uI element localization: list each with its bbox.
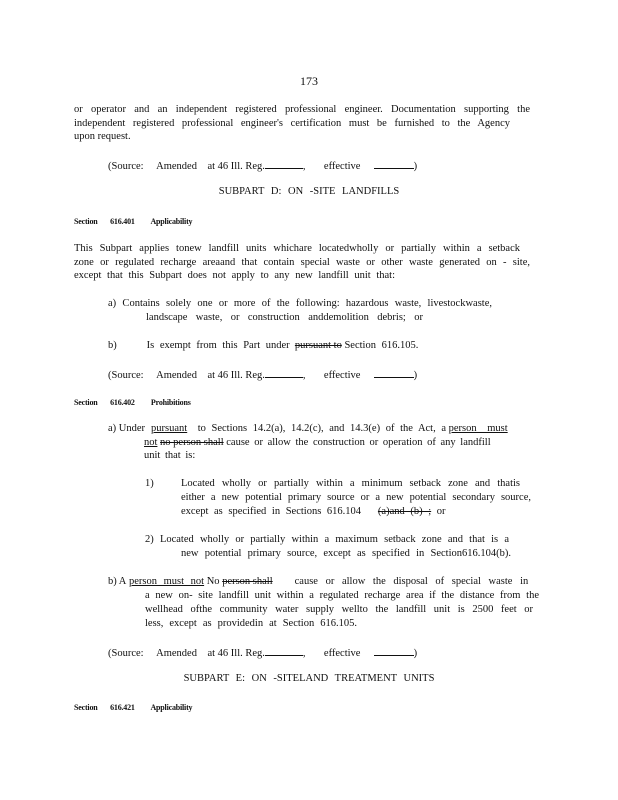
effective-blank xyxy=(374,645,414,656)
effective-label: effective xyxy=(323,161,361,172)
source-note-1 xyxy=(108,158,417,173)
effective-label: effective xyxy=(323,370,361,381)
a2-line-2: new potential primary source, except as specified in Section616.104(b). xyxy=(181,548,511,559)
section-title: Applicability xyxy=(150,703,193,712)
section-number: 616.421 xyxy=(110,703,135,712)
a402-prefix: a) Under xyxy=(108,423,146,434)
b402-rest: cause or allow the disposal of special waste in xyxy=(294,576,529,587)
a402-line-3: unit that is: xyxy=(144,450,196,461)
b402-line-2: a new on- site landfill unit within a regulated recharge area if the distance from the xyxy=(145,590,539,601)
amended-label: Amended xyxy=(156,648,197,659)
b402-line-4: less, except as providedin at Section 616.105. xyxy=(145,618,357,629)
p401-line-3: except that this Subpart does not apply to any new landfill unit that: xyxy=(74,270,395,281)
close-paren: ) xyxy=(413,648,418,659)
close-paren: ) xyxy=(413,161,418,172)
item-b-citation: Section 616.105. xyxy=(344,340,419,351)
page-number: 173 xyxy=(300,74,318,88)
register-blank xyxy=(265,367,303,378)
close-paren: ) xyxy=(413,370,418,381)
a1-citation: except as specified in Sections 616.104 xyxy=(181,506,362,517)
item-b-text: Is exempt from this Part under xyxy=(146,340,290,351)
struck-text: person shall xyxy=(222,576,273,587)
section-number: 616.401 xyxy=(110,217,135,226)
comma: , xyxy=(302,648,306,659)
section-421-heading xyxy=(74,701,192,714)
subpart-e-heading: SUBPART E: ON -SITELAND TREATMENT UNITS xyxy=(183,673,435,684)
intro-line-1: or operator and an independent registered professional engineer. Documentation supporting the xyxy=(74,104,530,115)
item-a-line-2: landscape waste, or construction anddemolition debris; or xyxy=(146,312,423,323)
a402-sections: to Sections 14.2(a), 14.2(c), and 14.3(e) of the Act, a xyxy=(197,423,447,434)
a1-label: 1) xyxy=(145,478,154,489)
comma: , xyxy=(302,161,306,172)
struck-text: (a)and (b) ; xyxy=(377,506,432,517)
source-label: (Source: xyxy=(108,370,144,381)
register-label: at 46 Ill. Reg. xyxy=(207,161,265,172)
a1-line-2: either a new potential primary source or a new potential secondary source, xyxy=(181,492,531,503)
underlined-text: person must xyxy=(448,423,508,434)
section-label: Section xyxy=(74,703,98,712)
register-label: at 46 Ill. Reg. xyxy=(207,370,265,381)
b402-prefix: b) A xyxy=(108,576,127,587)
source-note-3 xyxy=(108,645,417,660)
subpart-d-heading: SUBPART D: ON -SITE LANDFILLS xyxy=(218,186,400,197)
a1-or: or xyxy=(436,506,446,517)
amended-label: Amended xyxy=(156,370,197,381)
a402-rest: cause or allow the construction or operation of any landfill xyxy=(226,437,491,448)
comma: , xyxy=(302,370,306,381)
struck-text: pursuant to xyxy=(294,340,342,351)
source-label: (Source: xyxy=(108,161,144,172)
p401-line-2: zone or regulated recharge areaand that contain special waste or other waste generated on - site, xyxy=(74,257,530,268)
effective-blank xyxy=(374,367,414,378)
a1-line-3 xyxy=(181,505,446,518)
item-a-line-1: a) Contains solely one or more of the following: hazardous waste, livestockwaste, xyxy=(108,298,492,309)
section-title: Applicability xyxy=(150,217,193,226)
underlined-text: not xyxy=(144,437,158,448)
section-401-heading xyxy=(74,215,192,228)
effective-label: effective xyxy=(323,648,361,659)
source-note-2 xyxy=(108,367,417,382)
amended-label: Amended xyxy=(156,161,197,172)
underlined-text: pursuant xyxy=(151,423,188,434)
section-label: Section xyxy=(74,398,98,407)
section-402-heading xyxy=(74,396,191,409)
section-title: Prohibitions xyxy=(150,398,191,407)
underlined-text: person must not xyxy=(129,576,205,587)
a1-line-1: Located wholly or partially within a minimum setback zone and thatis xyxy=(181,478,520,489)
register-blank xyxy=(265,645,303,656)
b402-line-3: wellhead ofthe community water supply wellto the landfill unit is 2500 feet or xyxy=(145,604,533,615)
b402-no: No xyxy=(206,576,220,587)
item-b-line xyxy=(108,339,418,352)
a2-line-1: 2) Located wholly or partially within a maximum setback zone and that is a xyxy=(145,534,509,545)
intro-line-3: upon request. xyxy=(74,131,131,142)
a402-line-1 xyxy=(108,422,526,435)
section-number: 616.402 xyxy=(110,398,135,407)
intro-line-2: independent registered professional engineer's certification must be furnished to the Agency xyxy=(74,118,510,129)
struck-text: no person shall xyxy=(160,437,224,448)
p401-line-1: This Subpart applies tonew landfill units whichare locatedwholly or partially within a setback xyxy=(74,243,520,254)
b402-line-1 xyxy=(108,575,528,588)
register-label: at 46 Ill. Reg. xyxy=(207,648,265,659)
section-label: Section xyxy=(74,217,98,226)
source-label: (Source: xyxy=(108,648,144,659)
effective-blank xyxy=(374,158,414,169)
a402-line-2 xyxy=(144,436,491,449)
item-b-label: b) xyxy=(108,340,117,351)
register-blank xyxy=(265,158,303,169)
